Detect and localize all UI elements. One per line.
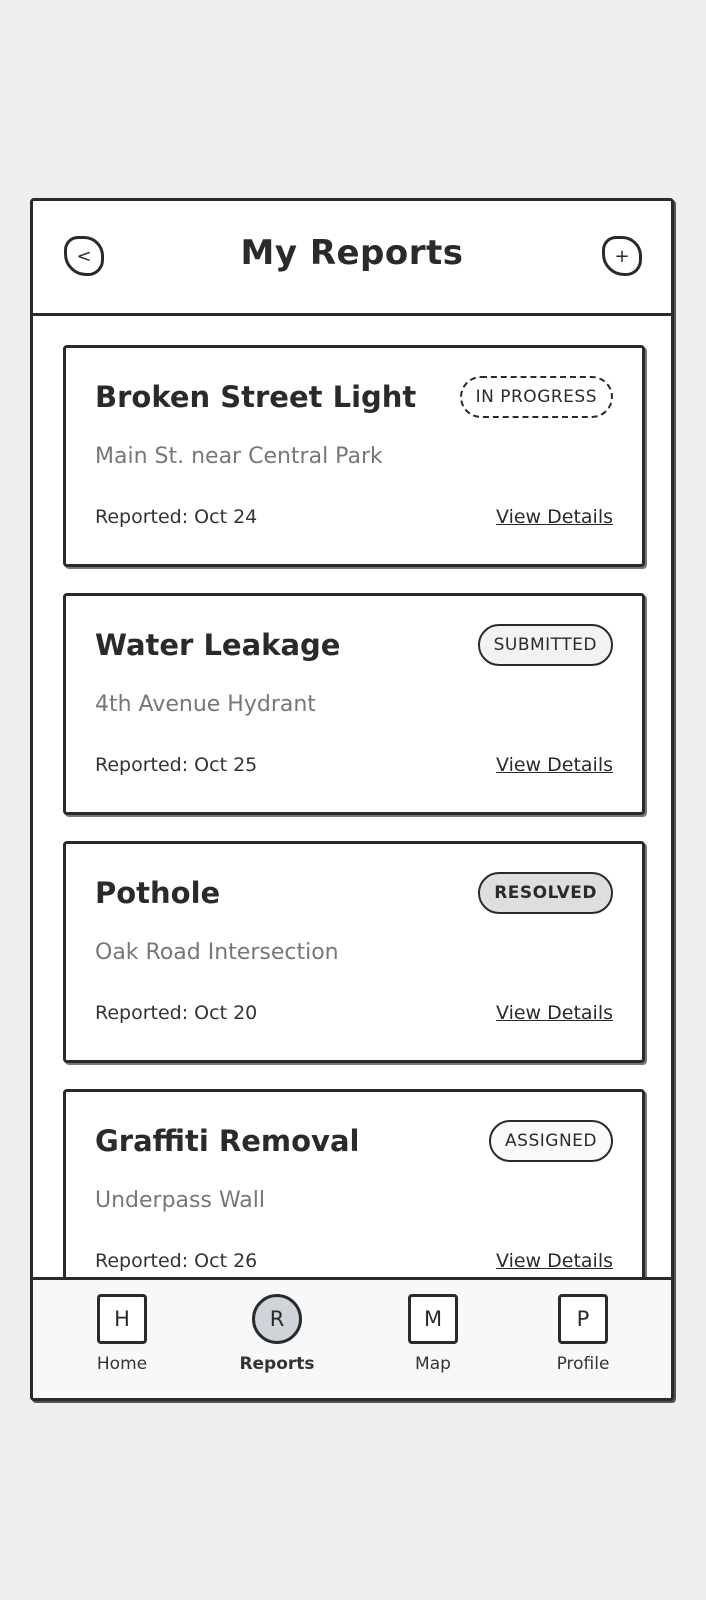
report-location: Oak Road Intersection	[95, 940, 339, 965]
tab-label: Map	[415, 1354, 451, 1374]
view-details-link[interactable]: View Details	[496, 506, 613, 528]
tab-label: Profile	[556, 1354, 610, 1374]
report-location: Underpass Wall	[95, 1188, 266, 1213]
tab-home[interactable]	[67, 1294, 177, 1374]
back-icon: <	[76, 245, 92, 267]
status-badge: IN PROGRESS	[460, 376, 613, 418]
app-frame	[30, 198, 674, 1401]
profile-icon: P	[558, 1294, 608, 1344]
tab-label: Reports	[239, 1354, 315, 1374]
app-header	[33, 201, 671, 316]
map-icon: M	[408, 1294, 458, 1344]
report-title: Water Leakage	[95, 628, 341, 662]
report-title: Graffiti Removal	[95, 1124, 360, 1158]
view-details-link[interactable]: View Details	[496, 754, 613, 776]
status-badge: ASSIGNED	[489, 1120, 613, 1162]
report-date: Reported: Oct 26	[95, 1250, 258, 1272]
tab-reports[interactable]	[222, 1294, 332, 1374]
report-title: Pothole	[95, 876, 221, 910]
report-card[interactable]	[63, 1089, 645, 1280]
report-card[interactable]	[63, 593, 645, 815]
reports-icon: R	[252, 1294, 302, 1344]
report-date: Reported: Oct 24	[95, 506, 258, 528]
home-icon: H	[97, 1294, 147, 1344]
report-location: Main St. near Central Park	[95, 444, 383, 469]
report-location: 4th Avenue Hydrant	[95, 692, 316, 717]
tab-profile[interactable]	[528, 1294, 638, 1374]
add-report-button[interactable]	[602, 236, 642, 276]
report-card[interactable]	[63, 841, 645, 1063]
status-badge: SUBMITTED	[478, 624, 613, 666]
report-title: Broken Street Light	[95, 380, 417, 414]
page-title: My Reports	[240, 233, 464, 273]
tab-map[interactable]	[378, 1294, 488, 1374]
bottom-tab-bar	[33, 1277, 671, 1398]
view-details-link[interactable]: View Details	[496, 1002, 613, 1024]
report-card[interactable]	[63, 345, 645, 567]
plus-icon: +	[614, 245, 630, 267]
view-details-link[interactable]: View Details	[496, 1250, 613, 1272]
status-badge: RESOLVED	[478, 872, 613, 914]
report-list[interactable]	[33, 316, 671, 1280]
report-date: Reported: Oct 20	[95, 1002, 258, 1024]
report-date: Reported: Oct 25	[95, 754, 258, 776]
tab-label: Home	[96, 1354, 148, 1374]
